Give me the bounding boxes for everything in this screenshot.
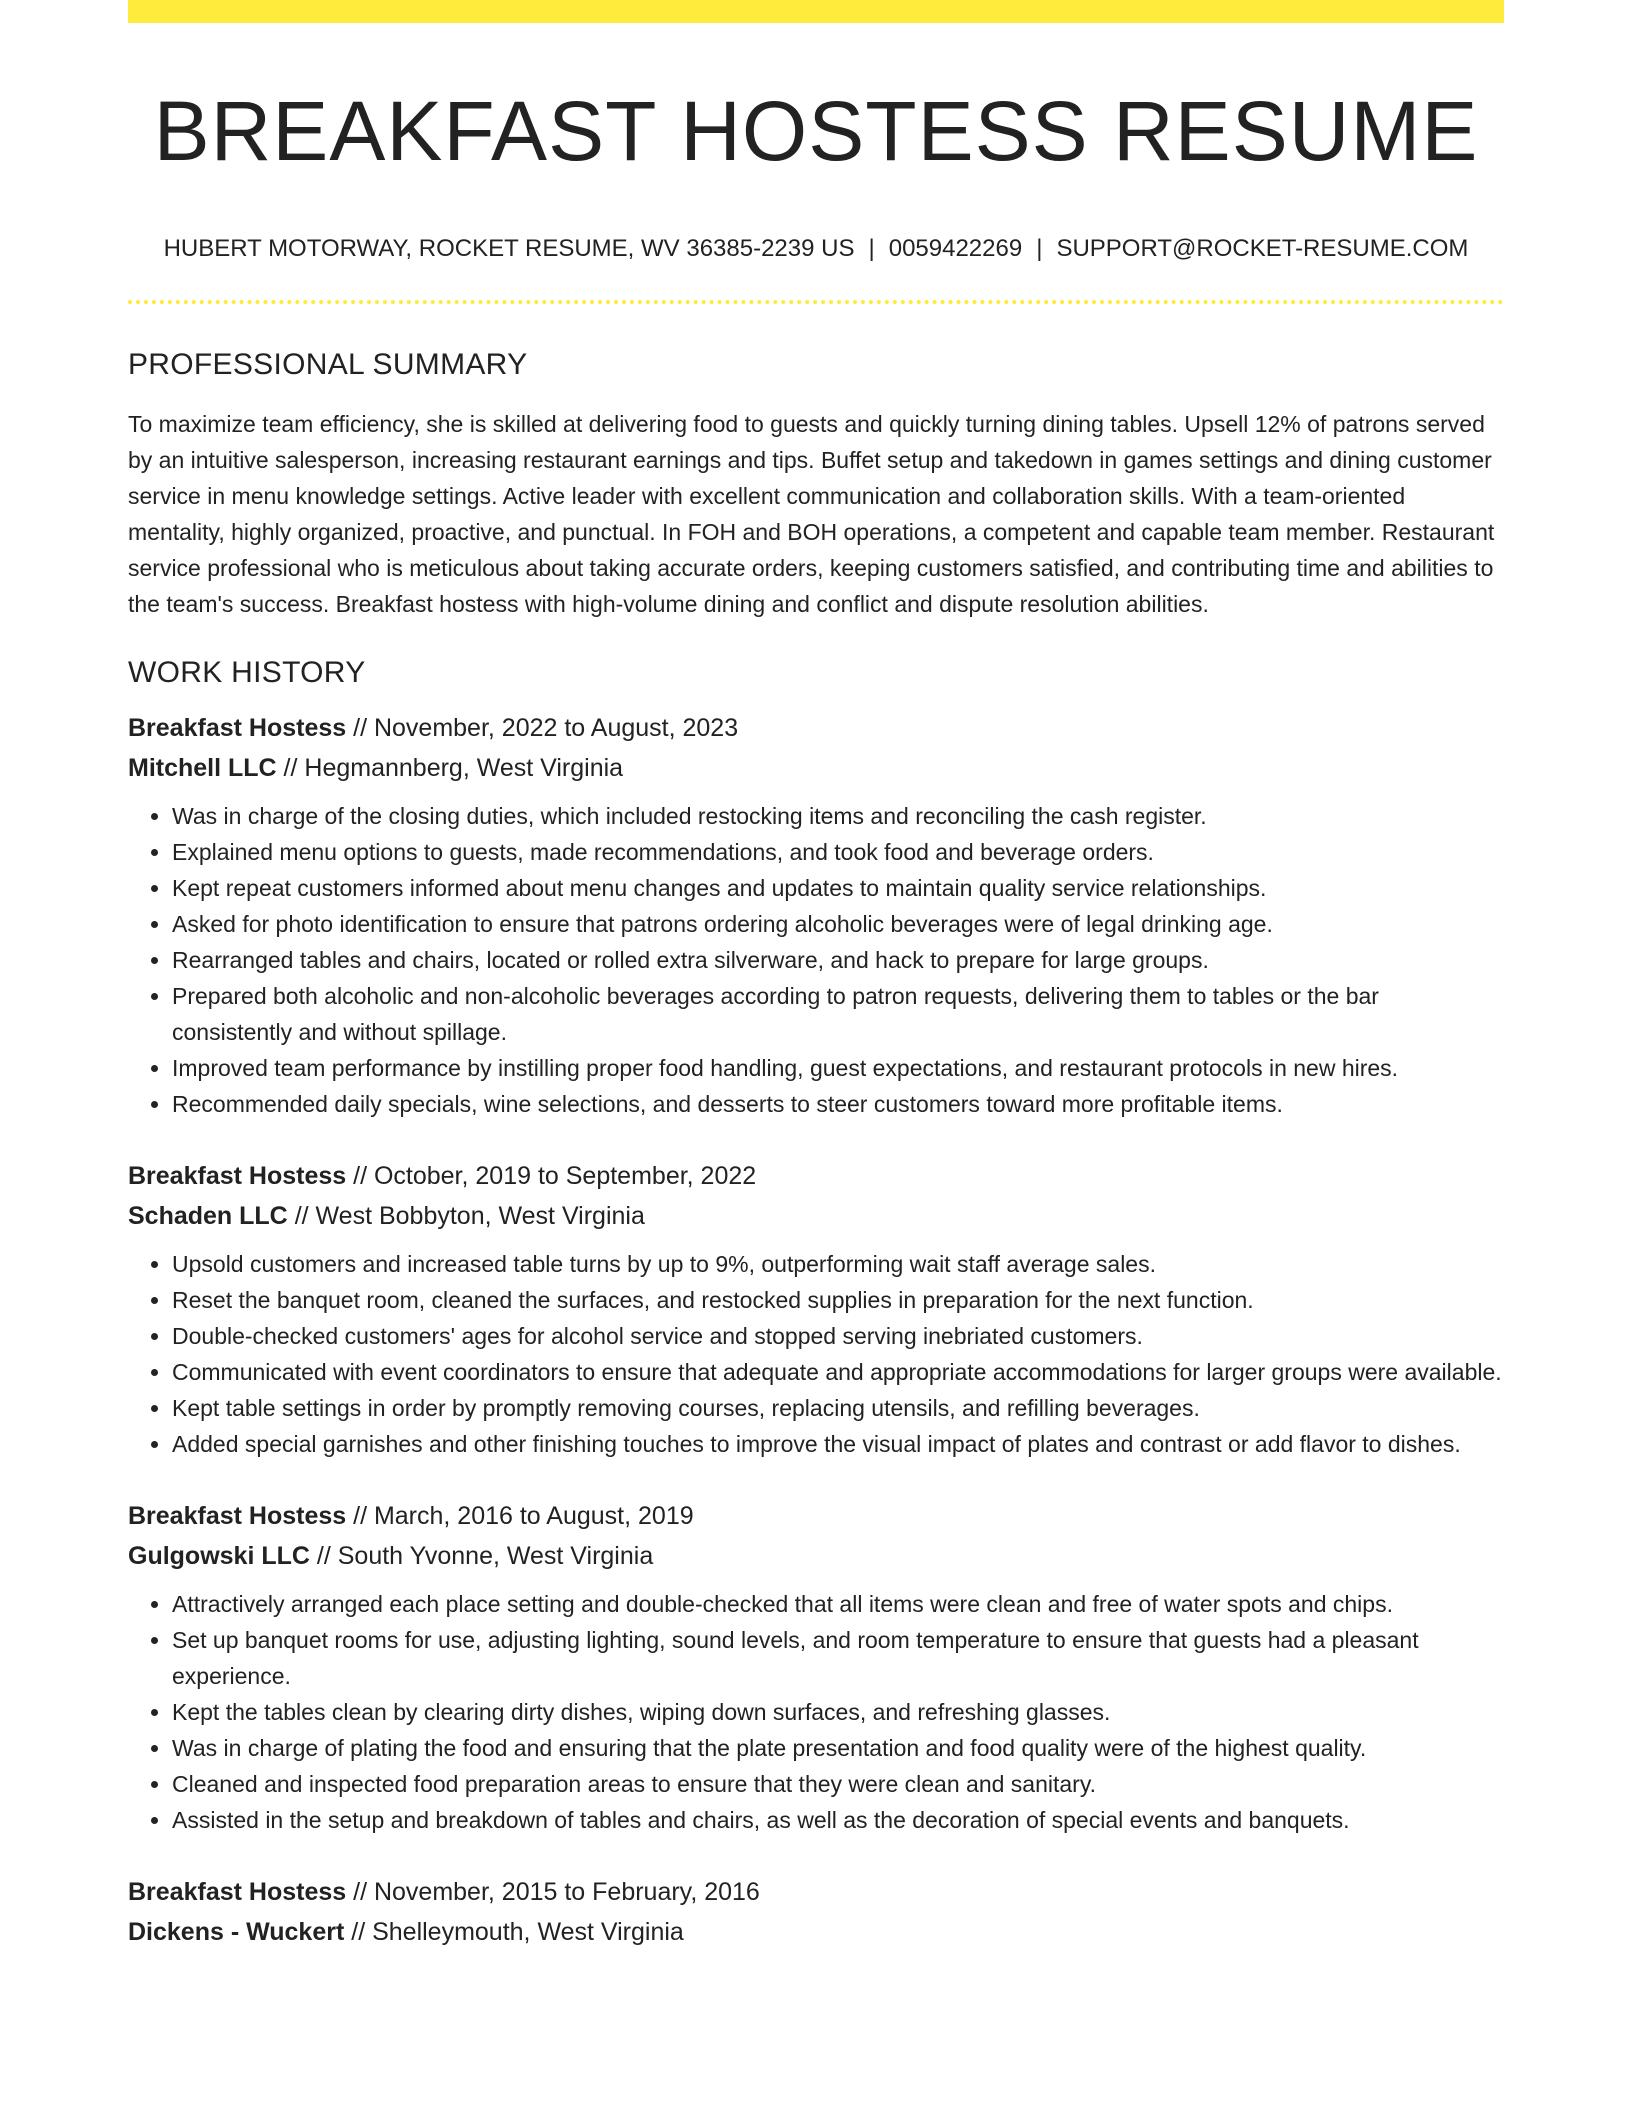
summary-heading: PROFESSIONAL SUMMARY bbox=[128, 348, 528, 382]
job-entry bbox=[128, 1156, 1504, 1462]
job-duty-item: • Explained menu options to guests, made recommendations, and took food and beverage orders. bbox=[172, 834, 1504, 870]
job-duties-list bbox=[128, 798, 1504, 1122]
job-duty-item: • Assisted in the setup and breakdown of tables and chairs, as well as the decoration of special events and banquets. bbox=[172, 1802, 1504, 1838]
dotted-divider bbox=[128, 300, 1504, 304]
job-dates: // October, 2019 to September, 2022 bbox=[346, 1162, 757, 1191]
contact-line bbox=[128, 235, 1504, 264]
job-dates: // November, 2015 to February, 2016 bbox=[346, 1878, 760, 1907]
contact-address: HUBERT MOTORWAY, ROCKET RESUME, WV 36385-2239 US bbox=[163, 235, 855, 263]
job-title-line bbox=[128, 1496, 1504, 1536]
job-title: Breakfast Hostess bbox=[128, 1878, 347, 1907]
job-duty-item: • Prepared both alcoholic and non-alcoholic beverages according to patron requests, delivering them to tables or the bar consistently and without spillage. bbox=[172, 978, 1504, 1050]
resume-title: BREAKFAST HOSTESS RESUME bbox=[153, 84, 1479, 178]
job-entry bbox=[128, 1872, 1504, 1952]
job-company: Gulgowski LLC bbox=[128, 1542, 310, 1571]
job-dates: // March, 2016 to August, 2019 bbox=[346, 1502, 694, 1531]
job-title: Breakfast Hostess bbox=[128, 714, 347, 743]
job-entry bbox=[128, 708, 1504, 1122]
contact-phone: 0059422269 bbox=[888, 235, 1023, 263]
job-company-line bbox=[128, 1196, 1504, 1236]
accent-top-bar bbox=[128, 0, 1504, 23]
job-duty-item: • Attractively arranged each place setting and double-checked that all items were clean and free of water spots and chips. bbox=[172, 1586, 1504, 1622]
job-duty-item: • Communicated with event coordinators to ensure that adequate and appropriate accommodations for larger groups were available. bbox=[172, 1354, 1504, 1390]
job-duty-item: • Asked for photo identification to ensure that patrons ordering alcoholic beverages were of legal drinking age. bbox=[172, 906, 1504, 942]
job-duty-item: • Was in charge of the closing duties, which included restocking items and reconciling the cash register. bbox=[172, 798, 1504, 834]
job-company-line bbox=[128, 748, 1504, 788]
contact-separator: | bbox=[868, 235, 875, 263]
job-location: // West Bobbyton, West Virginia bbox=[287, 1202, 645, 1231]
resume-page bbox=[128, 0, 1504, 1952]
job-duty-item: • Set up banquet rooms for use, adjusting lighting, sound levels, and room temperature to ensure that guests had a pleasant experience. bbox=[172, 1622, 1504, 1694]
job-company-line bbox=[128, 1536, 1504, 1576]
job-duty-item: • Kept repeat customers informed about menu changes and updates to maintain quality service relationships. bbox=[172, 870, 1504, 906]
job-duty-item: • Was in charge of plating the food and ensuring that the plate presentation and food quality were of the highest quality. bbox=[172, 1730, 1504, 1766]
job-company-line bbox=[128, 1912, 1504, 1952]
job-duty-item: • Kept table settings in order by promptly removing courses, replacing utensils, and refilling beverages. bbox=[172, 1390, 1504, 1426]
job-location: // Hegmannberg, West Virginia bbox=[276, 754, 624, 783]
job-duty-item: • Reset the banquet room, cleaned the surfaces, and restocked supplies in preparation for the next function. bbox=[172, 1282, 1504, 1318]
job-title: Breakfast Hostess bbox=[128, 1162, 347, 1191]
job-duty-item: • Added special garnishes and other finishing touches to improve the visual impact of plates and contrast or add flavor to dishes. bbox=[172, 1426, 1504, 1462]
work-history-heading: WORK HISTORY bbox=[128, 656, 366, 690]
job-company: Dickens - Wuckert bbox=[128, 1918, 345, 1947]
job-duty-item: • Kept the tables clean by clearing dirty dishes, wiping down surfaces, and refreshing glasses. bbox=[172, 1694, 1504, 1730]
contact-separator: | bbox=[1036, 235, 1043, 263]
job-dates: // November, 2022 to August, 2023 bbox=[346, 714, 739, 743]
job-entry bbox=[128, 1496, 1504, 1838]
job-title-line bbox=[128, 1156, 1504, 1196]
job-duty-item: • Upsold customers and increased table turns by up to 9%, outperforming wait staff average sales. bbox=[172, 1246, 1504, 1282]
job-title-line bbox=[128, 1872, 1504, 1912]
job-duties-list bbox=[128, 1246, 1504, 1462]
work-history-list bbox=[128, 708, 1504, 1952]
contact-email: SUPPORT@ROCKET-RESUME.COM bbox=[1056, 235, 1469, 263]
job-duty-item: • Double-checked customers' ages for alcohol service and stopped serving inebriated customers. bbox=[172, 1318, 1504, 1354]
job-duties-list bbox=[128, 1586, 1504, 1838]
summary-text: To maximize team efficiency, she is skilled at delivering food to guests and quickly turning dining tables. Upsell 12% of patrons served by an intuitive salesperson, increasing restaurant earnings and tips. Buffet setup and takedown in games settings and dining customer service in menu knowledge settings. Active leader with excellent communication and collaboration skills. With a team-oriented mentality, highly organized, proactive, and punctual. In FOH and BOH operations, a competent and capable team member. Restaurant service professional who is meticulous about taking accurate orders, keeping customers satisfied, and contributing time and abilities to the team's success. Breakfast hostess with high-volume dining and conflict and dispute resolution abilities. bbox=[128, 411, 1495, 618]
job-title: Breakfast Hostess bbox=[128, 1502, 347, 1531]
job-company: Mitchell LLC bbox=[128, 754, 277, 783]
job-duty-item: • Cleaned and inspected food preparation areas to ensure that they were clean and sanitary. bbox=[172, 1766, 1504, 1802]
job-duty-item: • Improved team performance by instilling proper food handling, guest expectations, and restaurant protocols in new hires. bbox=[172, 1050, 1504, 1086]
job-location: // South Yvonne, West Virginia bbox=[309, 1542, 654, 1571]
job-title-line bbox=[128, 708, 1504, 748]
job-duty-item: • Rearranged tables and chairs, located or rolled extra silverware, and hack to prepare for large groups. bbox=[172, 942, 1504, 978]
job-duty-item: • Recommended daily specials, wine selections, and desserts to steer customers toward more profitable items. bbox=[172, 1086, 1504, 1122]
job-company: Schaden LLC bbox=[128, 1202, 288, 1231]
job-location: // Shelleymouth, West Virginia bbox=[344, 1918, 684, 1947]
